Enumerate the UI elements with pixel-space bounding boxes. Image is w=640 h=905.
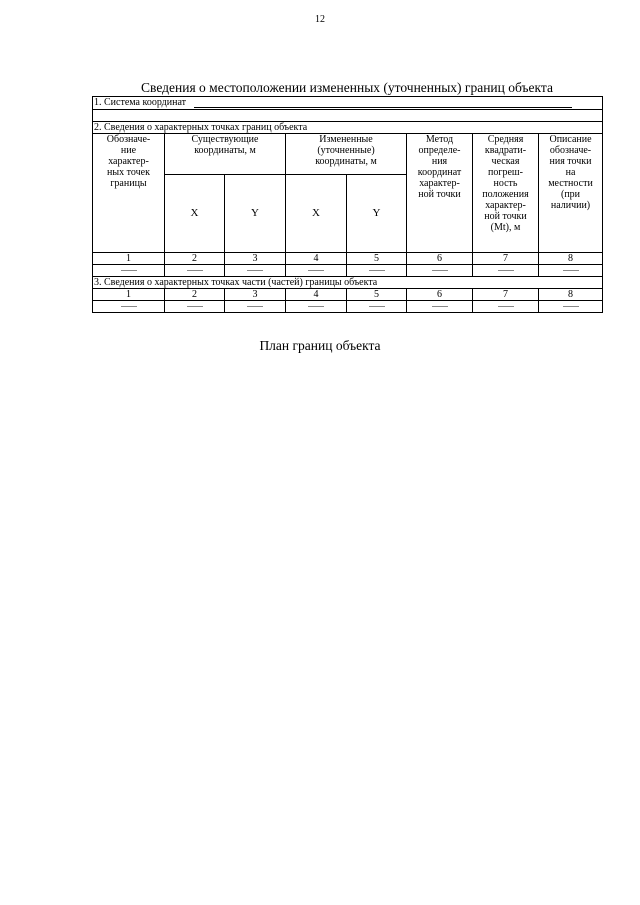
empty-cell [93, 301, 165, 313]
column-number: 6 [407, 253, 473, 265]
header-existing-coordinates: Существующие координаты, м [165, 134, 286, 175]
column-number: 2 [165, 253, 225, 265]
column-number: 8 [539, 253, 603, 265]
header-changed-x: X [286, 175, 347, 253]
coordinate-system-label: 1. Система координат [94, 97, 187, 108]
header-existing-x: X [165, 175, 225, 253]
column-number: 7 [473, 253, 539, 265]
column-number: 5 [347, 253, 407, 265]
header-method: Метод определе- ния координат характер- ной точки [407, 134, 473, 253]
empty-cell [407, 265, 473, 277]
spacer-row [93, 110, 603, 122]
section-3-empty-row [93, 301, 603, 313]
dash-mark [247, 306, 263, 307]
column-number: 2 [165, 289, 225, 301]
header-mean-square-error: Средняя квадрати- ческая погреш- ность положения характер- ной точки (Mt), м [473, 134, 539, 253]
section-3-column-numbers [93, 289, 603, 301]
spacer-cell [93, 110, 603, 122]
section-3-row [93, 277, 603, 289]
empty-cell [225, 301, 286, 313]
section-2-label: 2. Сведения о характерных точках границ объекта [93, 122, 603, 134]
document-title: Сведения о местоположении измененных (уточненных) границ объекта [141, 80, 553, 95]
empty-cell [225, 265, 286, 277]
empty-cell [286, 265, 347, 277]
header-changed-coordinates: Измененные (уточненные) координаты, м [286, 134, 407, 175]
section-2-row [93, 122, 603, 134]
dash-mark [121, 306, 137, 307]
empty-cell [347, 301, 407, 313]
empty-cell [539, 265, 603, 277]
column-number: 7 [473, 289, 539, 301]
column-number: 1 [93, 289, 165, 301]
dash-mark [308, 270, 324, 271]
column-number: 4 [286, 289, 347, 301]
header-existing-y: Y [225, 175, 286, 253]
dash-mark [432, 306, 448, 307]
empty-cell [539, 301, 603, 313]
dash-mark [187, 270, 203, 271]
empty-cell [347, 265, 407, 277]
header-designation: Обозначе- ние характер- ных точек границы [93, 134, 165, 253]
column-number: 6 [407, 289, 473, 301]
section-2-empty-row [93, 265, 603, 277]
dash-mark [121, 270, 137, 271]
empty-cell [407, 301, 473, 313]
dash-mark [369, 270, 385, 271]
dash-mark [247, 270, 263, 271]
coordinate-system-fill-line [194, 98, 572, 108]
dash-mark [187, 306, 203, 307]
page-number: 12 [315, 14, 325, 25]
header-point-description: Описание обозначе- ния точки на местности (при наличии) [539, 134, 603, 253]
column-number: 8 [539, 289, 603, 301]
empty-cell [473, 265, 539, 277]
boundary-table [92, 96, 603, 313]
empty-cell [93, 265, 165, 277]
empty-cell [165, 265, 225, 277]
column-number: 3 [225, 289, 286, 301]
dash-mark [498, 270, 514, 271]
empty-cell [286, 301, 347, 313]
coordinate-system-row [93, 97, 603, 110]
plan-title: План границ объекта [259, 338, 381, 353]
dash-mark [369, 306, 385, 307]
dash-mark [498, 306, 514, 307]
dash-mark [563, 270, 579, 271]
header-changed-y: Y [347, 175, 407, 253]
dash-mark [432, 270, 448, 271]
column-number: 4 [286, 253, 347, 265]
dash-mark [308, 306, 324, 307]
section-3-label: 3. Сведения о характерных точках части (частей) границы объекта [93, 277, 603, 289]
empty-cell [473, 301, 539, 313]
section-2-column-numbers [93, 253, 603, 265]
empty-cell [165, 301, 225, 313]
coordinate-system-cell [93, 97, 603, 110]
column-number: 3 [225, 253, 286, 265]
dash-mark [563, 306, 579, 307]
column-number: 5 [347, 289, 407, 301]
column-number: 1 [93, 253, 165, 265]
header-row-1 [93, 134, 603, 175]
